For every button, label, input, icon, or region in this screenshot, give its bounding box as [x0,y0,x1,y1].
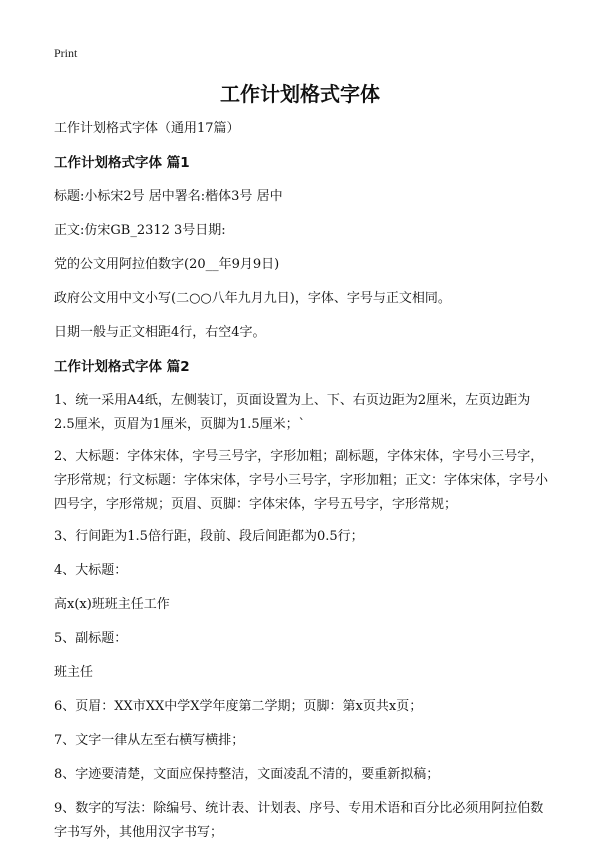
paragraph: 1、统一采用A4纸，左侧装订，页面设置为上、下、右页边距为2厘米，左页边距为2.5厘米，页眉为1厘米，页脚为1.5厘米；` [54,393,531,432]
paragraph: 高x(x)班班主任工作 [54,597,170,612]
paragraph: 3、行间距为1.5倍行距，段前、段后间距都为0.5行； [54,529,364,544]
document-body [54,117,548,855]
paragraph: 6、页眉：XX市XX中学X学年度第二学期；页脚：第x页共x页； [54,699,423,714]
paragraph: 9、数字的写法：除编号、统计表、计划表、序号、专用术语和百分比必须用阿拉伯数字书写外，其他用汉字书写； [54,801,544,840]
paragraph: 2、大标题：字体宋体，字号三号字，字形加粗；副标题，字体宋体，字号小三号字，字形常规；行文标题：字体宋体，字号小三号字，字形加粗；正文：字体宋体，字号小四号字，字形常规；页眉、页脚：字体宋体，字号五号字，字形常规； [54,449,549,512]
section-heading: 工作计划格式字体 篇2 [54,359,190,375]
paragraph: 政府公文用中文小写(二○○八年九月九日)，字体、字号与正文相同。 [54,291,451,306]
paragraph: 7、文字一律从左至右横写横排； [54,733,245,748]
document-title: 工作计划格式字体 [220,82,380,106]
paragraph: 党的公文用阿拉伯数字(20__年9月9日) [54,257,280,272]
paragraph: 4、大标题： [54,563,128,578]
paragraph: 标题:小标宋2号 居中署名:楷体3号 居中 [54,189,283,204]
paragraph: 8、字迹要清楚，文面应保持整洁，文面凌乱不清的，要重新拟稿； [54,767,440,782]
section-heading: 工作计划格式字体 篇1 [54,155,190,171]
paragraph: 日期一般与正文相距4行，右空4字。 [54,325,266,340]
paragraph: 工作计划格式字体（通用17篇） [54,121,240,136]
print-link[interactable]: Print [54,46,78,60]
paragraph: 班主任 [54,665,94,680]
paragraph: 5、副标题： [54,631,128,646]
paragraph: 正文:仿宋GB_2312 3号日期: [54,223,226,238]
